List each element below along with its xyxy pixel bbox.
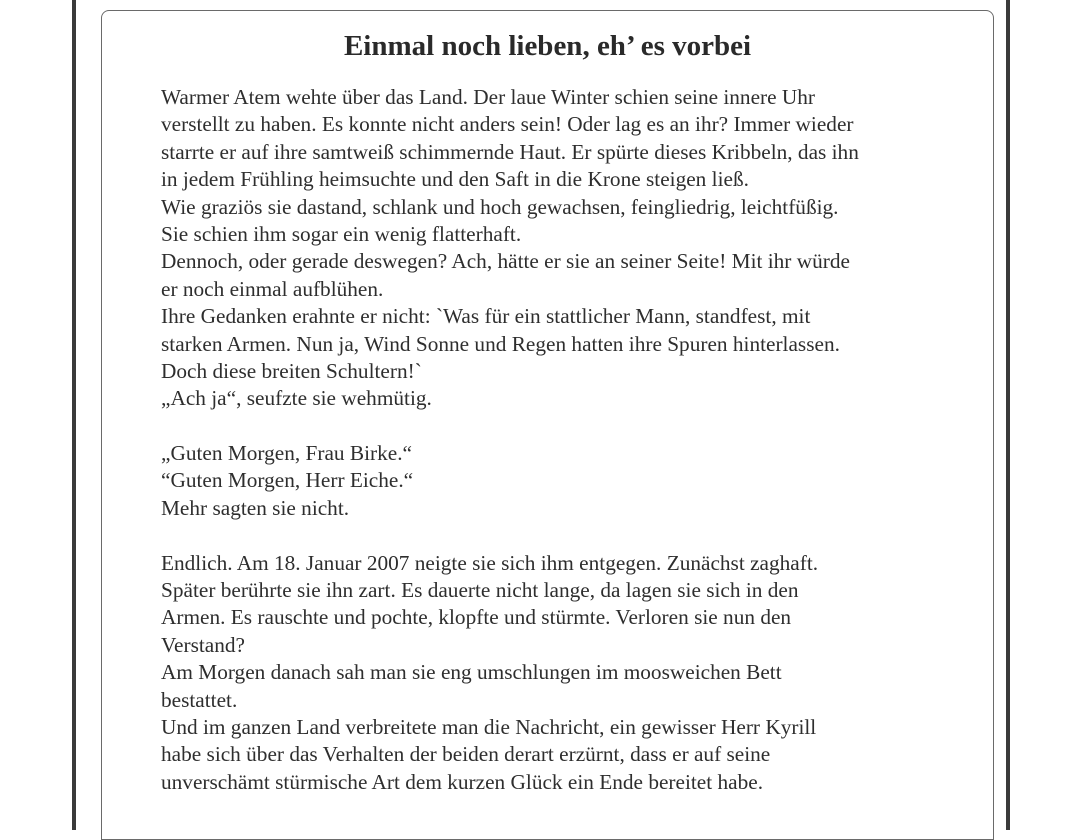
text-line: Dennoch, oder gerade deswegen? Ach, hätte er sie an seiner Seite! Mit ihr würde: [161, 249, 850, 274]
text-line: verstellt zu haben. Es konnte nicht anders sein! Oder lag es an ihr? Immer wieder: [161, 112, 854, 137]
text-line: bestattet.: [161, 687, 238, 712]
text-line: Armen. Es rauschte und pochte, klopfte und stürmte. Verloren sie nun den: [161, 605, 792, 630]
text-line: habe sich über das Verhalten der beiden derart erzürnt, dass er auf seine: [161, 742, 771, 767]
text-line: unverschämt stürmische Art dem kurzen Glück ein Ende bereitet habe.: [161, 769, 764, 794]
text-line: Sie schien ihm sogar ein wenig flatterhaft.: [161, 221, 522, 246]
text-line: „Ach ja“, seufzte sie wehmütig.: [161, 386, 432, 411]
text-line: Endlich. Am 18. Januar 2007 neigte sie sich ihm entgegen. Zunächst zaghaft.: [161, 550, 819, 575]
text-line: Verstand?: [161, 632, 245, 657]
text-line: Doch diese breiten Schultern!`: [161, 358, 422, 383]
text-line: Und im ganzen Land verbreitete man die Nachricht, ein gewisser Herr Kyrill: [161, 714, 817, 739]
paragraph-gap: [161, 413, 981, 440]
document-body: [161, 84, 981, 796]
text-line: Am Morgen danach sah man sie eng umschlungen im moosweichen Bett: [161, 660, 782, 685]
text-line: Wie graziös sie dastand, schlank und hoch gewachsen, feingliedrig, leichtfüßig.: [161, 194, 839, 219]
text-line: Mehr sagten sie nicht.: [161, 495, 350, 520]
text-line: starken Armen. Nun ja, Wind Sonne und Regen hatten ihre Spuren hinterlassen.: [161, 331, 840, 356]
document-title: Einmal noch lieben, eh’ es vorbei: [343, 30, 752, 62]
dialogue-line: “Guten Morgen, Herr Eiche.“: [161, 468, 414, 493]
text-line: starrte er auf ihre samtweiß schimmernde Haut. Er spürte dieses Kribbeln, das ihn: [161, 139, 859, 164]
text-line: Warmer Atem wehte über das Land. Der laue Winter schien seine innere Uhr: [161, 85, 816, 109]
text-line: Ihre Gedanken erahnte er nicht: `Was für ein stattlicher Mann, standfest, mit: [161, 304, 811, 329]
dialogue-line: „Guten Morgen, Frau Birke.“: [161, 441, 412, 466]
text-line: in jedem Frühling heimsuchte und den Saft in die Krone steigen ließ.: [161, 167, 749, 192]
text-line: er noch einmal aufblühen.: [161, 276, 384, 301]
paragraph-gap: [161, 522, 981, 549]
text-line: Später berührte sie ihn zart. Es dauerte nicht lange, da lagen sie sich in den: [161, 578, 799, 603]
